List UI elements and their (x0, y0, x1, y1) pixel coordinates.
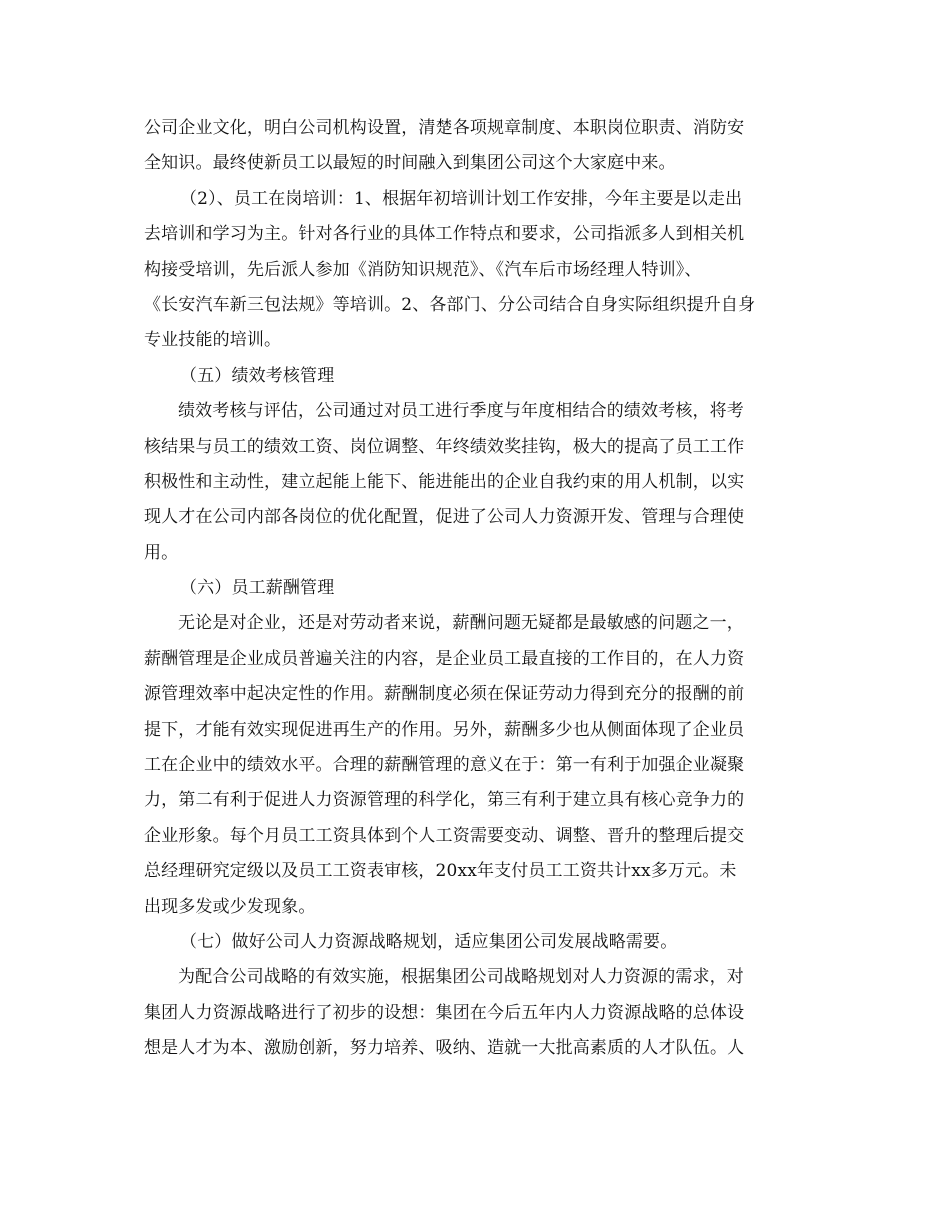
paragraph-line: 专业技能的培训。 (144, 330, 282, 351)
paragraph-line: 积极性和主动性，建立起能上能下、能进能出的企业自我约束的用人机制，以实 (144, 471, 745, 492)
paragraph-line: 提下，才能有效实现促进再生产的作用。另外，薪酬多少也从侧面体现了企业员 (144, 719, 745, 740)
paragraph-line: 核结果与员工的绩效工资、岗位调整、年终绩效奖挂钩，极大的提高了员工工作 (144, 436, 745, 457)
paragraph-line: 绩效考核与评估，公司通过对员工进行季度与年度相结合的绩效考核，将考 (178, 401, 744, 422)
paragraph-line: 工在企业中的绩效水平。合理的薪酬管理的意义在于：第一有利于加强企业凝聚 (144, 755, 745, 776)
section-heading: （七）做好公司人力资源战略规划，适应集团公司发展战略需要。 (180, 931, 678, 952)
paragraph-line: 全知识。最终使新员工以最短的时间融入到集团公司这个大家庭中来。 (144, 153, 676, 174)
paragraph-line: 源管理效率中起决定性的作用。薪酬制度必须在保证劳动力得到充分的报酬的前 (144, 684, 745, 705)
section-heading: （五）绩效考核管理 (180, 365, 335, 386)
document-body (144, 111, 810, 1067)
paragraph-line: 为配合公司战略的有效实施，根据集团公司战略规划对人力资源的需求，对 (178, 967, 744, 988)
paragraph-line: 《长安汽车新三包法规》等培训。2、各部门、分公司结合自身实际组织提升自身 (144, 294, 756, 315)
paragraph-line: 去培训和学习为主。针对各行业的具体工作特点和要求，公司指派多人到相关机 (144, 224, 745, 245)
paragraph-line: 构接受培训，先后派人参加《消防知识规范》、《汽车后市场经理人特训》、 (144, 259, 702, 280)
paragraph-line: 薪酬管理是企业成员普遍关注的内容，是企业员工最直接的工作目的，在人力资 (144, 648, 745, 669)
paragraph-line: 出现多发或少发现象。 (144, 896, 316, 917)
paragraph-line: 公司企业文化，明白公司机构设置，清楚各项规章制度、本职岗位职责、消防安 (144, 118, 745, 138)
paragraph-line: 用。 (144, 542, 179, 563)
paragraph-line: 无论是对企业，还是对劳动者来说，薪酬问题无疑都是最敏感的问题之一， (178, 613, 744, 634)
paragraph-line: （2）、员工在岗培训：1、根据年初培训计划工作安排，今年主要是以走出 (180, 188, 743, 209)
section-heading: （六）员工薪酬管理 (180, 578, 335, 599)
paragraph-line: 集团人力资源战略进行了初步的设想：集团在今后五年内人力资源战略的总体设 (144, 1002, 745, 1023)
paragraph-line: 现人才在公司内部各岗位的优化配置，促进了公司人力资源开发、管理与合理使 (144, 507, 745, 528)
paragraph-line: 总经理研究定级以及员工工资表审核，20xx年支付员工工资共计xx多万元。未 (144, 861, 737, 882)
paragraph-line: 想是人才为本、激励创新，努力培养、吸纳、造就一大批高素质的人才队伍。人 (144, 1038, 745, 1059)
paragraph-line: 企业形象。每个月员工工资具体到个人工资需要变动、调整、晋升的整理后提交 (144, 825, 745, 846)
paragraph-line: 力，第二有利于促进人力资源管理的科学化，第三有利于建立具有核心竞争力的 (144, 790, 745, 811)
